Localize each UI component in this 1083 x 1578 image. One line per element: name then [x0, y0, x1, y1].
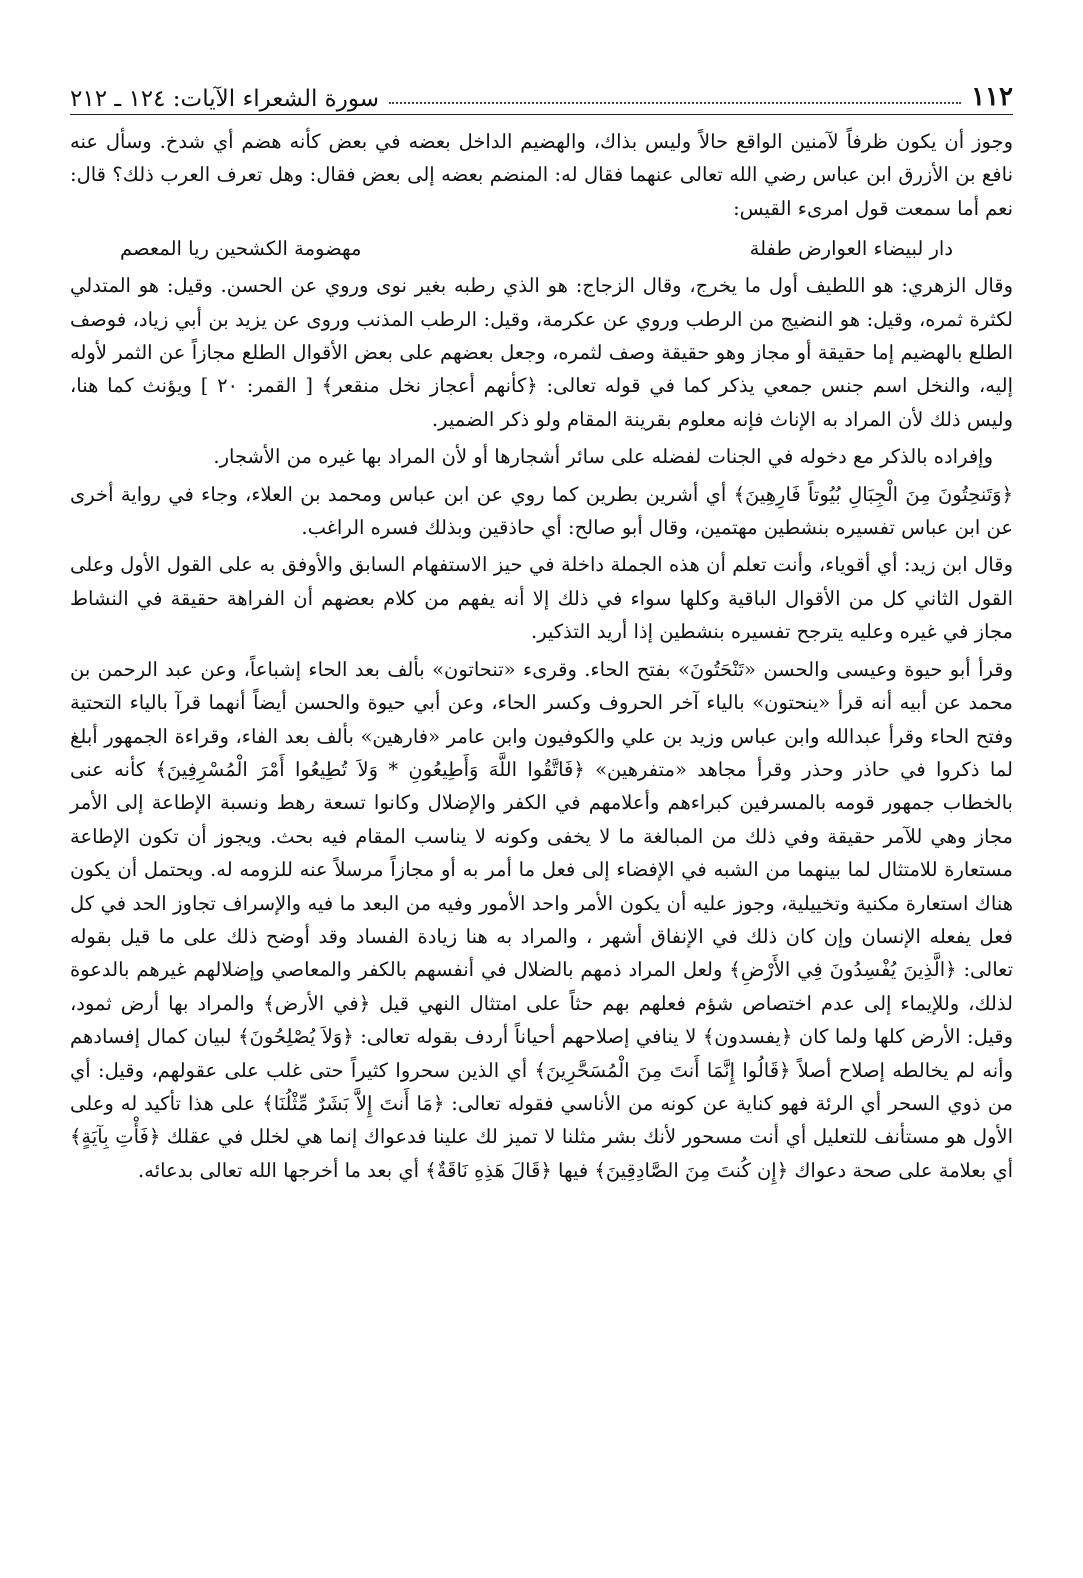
book-page	[70, 82, 1013, 1562]
paragraph: وقال ابن زيد: أي أقوياء، وأنت تعلم أن هذه الجملة داخلة في حيز الاستفهام السابق والأوفق به على القول الأول وعلى القول الثاني كل من الأقوال الباقية وكلها سواء في ذلك إلا أنه يفهم من كلام بعضهم أن الفراهة حقيقة في النشاط مجاز في غيره وعليه يترجح تفسيره بنشطين إذا أريد التذكير.	[70, 553, 1013, 644]
verse-hemistich-second: مهضومة الكشحين ريا المعصم	[120, 237, 362, 261]
poetry-verse	[70, 229, 1013, 269]
running-title: سورة الشعراء الآيات: ١٢٤ ـ ٢١٢	[70, 86, 379, 112]
paragraph: ﴿وَتَنحِتُونَ مِنَ الْجِبَالِ بُيُوتاً فَارِهِينَ﴾ أي أشرين بطرين كما روي عن ابن عباس ومحمد بن العلاء، وجاء في رواية أخرى عن ابن عباس تفسيره بنشطين مهتمين، وقال أبو صالح: أي حاذقين وبذلك فسره الراغب.	[70, 482, 1013, 540]
page-body	[70, 125, 1013, 1187]
paragraph: وإفراده بالذكر مع دخوله في الجنات لفضله على سائر أشجارها أو لأن المراد بها غيره من الأشجار.	[213, 445, 993, 469]
page-number: ١١٢	[971, 82, 1013, 112]
header-leader-dots	[389, 102, 961, 104]
page-header	[70, 82, 1013, 115]
paragraph: وقرأ أبو حيوة وعيسى والحسن «تَنْحَتُونَ» بفتح الحاء. وقرىء «تنحاتون» بألف بعد الحاء إشباعاً، وعن عبد الرحمن بن محمد عن أبيه أنه قرأ «ينحتون» بالياء آخر الحروف وكسر الحاء، وعن أبي حيوة والحسن أيضاً أنهما قرآ بالياء التحتية وفتح الحاء وقرأ عبدالله وابن عباس وزيد بن علي والكوفيون وابن عامر «فارهين» بألف بعد الفاء، وقراءة الجمهور أبلغ لما ذكروا في حاذر وحذر وقرأ مجاهد «متفرهين» ﴿فَاتَّقُوا اللَّهَ وَأَطِيعُونِ * وَلاَ تُطِيعُوا أَمْرَ الْمُسْرِفِينَ﴾ كأنه عنى بالخطاب جمهور قومه بالمسرفين كبراءهم وأعلامهم في الكفر والإضلال وكانوا تسعة رهط ونسبة الإطاعة إلى الأمر مجاز وهي للآمر حقيقة وفي ذلك من المبالغة ما لا يخفى وكونه لا يناسب المقام فيه بحث. ويجوز أن تكون الإطاعة مستعارة للامتثال لما بينهما من الشبه في الإفضاء إلى فعل ما أمر به أو مجازاً مرسلاً عنه للزومه له. ويحتمل أن يكون هناك استعارة مكنية وتخييلية، وجوز عليه أن يكون الأمر واحد الأمور وفيه من البعد ما فيه والإسراف تجاوز الحد في كل فعل يفعله الإنسان وإن كان ذلك في الإنفاق أشهر ، والمراد به هنا زيادة الفساد وقد أوضح ذلك على ما قيل بقوله تعالى: ﴿الَّذِينَ يُفْسِدُونَ فِي الأَرْضِ﴾ ولعل المراد ذمهم بالضلال في أنفسهم بالكفر والمعاصي وإضلالهم غيرهم بالدعوة لذلك، وللإيماء إلى عدم اختصاص شؤم فعلهم بهم حثاً على امتثال النهي قيل ﴿في الأرض﴾ والمراد بها أرض ثمود، وقيل: الأرض كلها ولما كان ﴿يفسدون﴾ لا ينافي إصلاحهم أحياناً أردف بقوله تعالى: ﴿وَلاَ يُصْلِحُونَ﴾ لبيان كمال إفسادهم وأنه لم يخالطه إصلاح أصلاً ﴿قَالُوا إِنَّمَا أَنتَ مِنَ الْمُسَحَّرِينَ﴾ أي الذين سحروا كثيراً حتى غلب على عقولهم، وقيل: أي من ذوي السحر أي الرئة فهو كناية عن كونه من الأناسي فقوله تعالى: ﴿مَا أَنتَ إِلاَّ بَشَرٌ مِّثْلُنَا﴾ على هذا تأكيد له وعلى الأول هو مستأنف للتعليل أي أنت مسحور لأنك بشر مثلنا لا تميز لك علينا فدعواك إنما هي لخلل في عقلك ﴿فَأْتِ بِآيَةٍ﴾ أي بعلامة على صحة دعواك ﴿إِن كُنتَ مِنَ الصَّادِقِينَ﴾ فيها ﴿قَالَ هَذِهِ نَاقَةٌ﴾ أي بعد ما أخرجها الله تعالى بدعائه.	[70, 657, 1013, 1182]
paragraph: وقال الزهري: هو اللطيف أول ما يخرج، وقال الزجاج: هو الذي رطبه بغير نوى وروي عن الحسن. وقيل: هو المتدلي لكثرة ثمره، وقيل: هو النضيج من الرطب وروي عن عكرمة، وقيل: الرطب المذنب وروى عن يزيد بن أبي زياد، فوصف الطلع بالهضيم إما حقيقة أو مجاز وهو حقيقة وصف لثمره، وجعل بعضهم على بعض الأقوال الطلع مجازاً عن الثمر لأوله إليه، والنخل اسم جنس جمعي يذكر كما في قوله تعالى: ﴿كأنهم أعجاز نخل منقعر﴾ [ القمر: ٢٠ ] ويؤنث كما هنا، وليس ذلك لأن المراد به الإناث فإنه معلوم بقرينة المقام ولو ذكر الضمير.	[70, 274, 1014, 431]
paragraph: وجوز أن يكون ظرفاً لآمنين الواقع حالاً وليس بذاك، والهضيم الداخل بعضه في بعض كأنه هضم أي شدخ. وسأل عنه نافع بن الأزرق ابن عباس رضي الله تعالى عنهما فقال له: المنضم بعضه إلى بعض فقال: وهل تعرف العرب ذلك؟ قال: نعم أما سمعت قول امرىء القيس:	[70, 130, 1013, 220]
verse-hemistich-first: دار لبيضاء العوارض طفلة	[749, 237, 953, 261]
